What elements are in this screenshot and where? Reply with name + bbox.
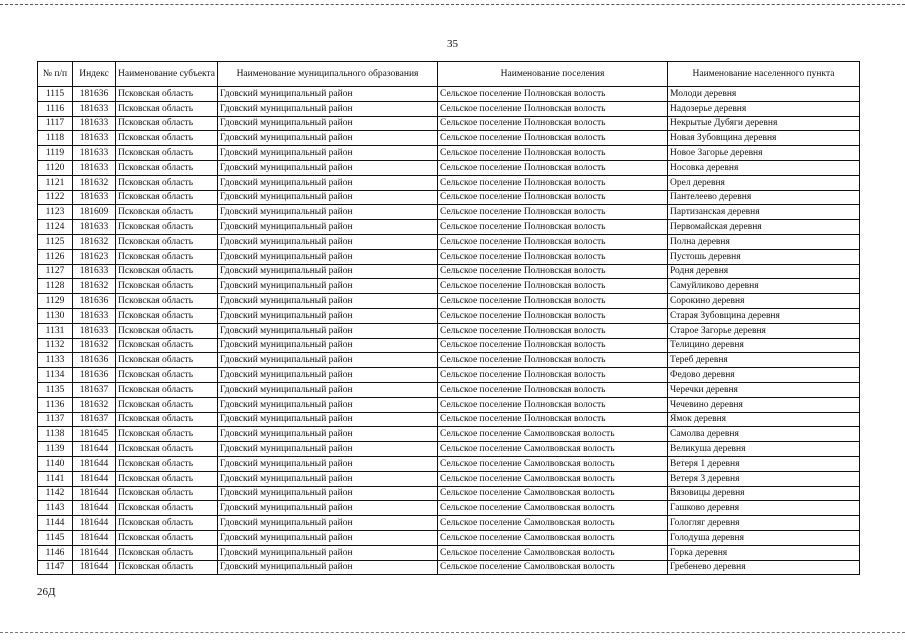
cell-subject: Псковская область: [116, 442, 218, 457]
cell-locality: Партизанская деревня: [668, 205, 860, 220]
table-row: [38, 471, 860, 486]
cell-locality: Гологляг деревня: [668, 516, 860, 531]
cell-num: 1141: [38, 471, 73, 486]
settlement-register-table: [37, 61, 860, 575]
cell-locality: Самолва деревня: [668, 427, 860, 442]
cell-settlement: Сельское поселение Полновская волость: [438, 249, 668, 264]
table-row: [38, 220, 860, 235]
table-row: [38, 382, 860, 397]
cell-locality: Орел деревня: [668, 175, 860, 190]
cell-settlement: Сельское поселение Полновская волость: [438, 382, 668, 397]
cell-locality: Пантелеево деревня: [668, 190, 860, 205]
cell-num: 1140: [38, 456, 73, 471]
table-row: [38, 456, 860, 471]
cell-locality: Пустошь деревня: [668, 249, 860, 264]
cell-settlement: Сельское поселение Полновская волость: [438, 294, 668, 309]
cell-settlement: Сельское поселение Полновская волость: [438, 116, 668, 131]
cell-index: 181644: [73, 560, 116, 575]
cell-locality: Голодуша деревня: [668, 530, 860, 545]
footer-code: 26Д: [37, 586, 56, 598]
cell-subject: Псковская область: [116, 501, 218, 516]
cell-municipality: Гдовский муниципальный район: [218, 101, 438, 116]
cell-subject: Псковская область: [116, 323, 218, 338]
cell-settlement: Сельское поселение Полновская волость: [438, 234, 668, 249]
cell-subject: Псковская область: [116, 308, 218, 323]
cell-index: 181633: [73, 146, 116, 161]
cell-subject: Псковская область: [116, 190, 218, 205]
cell-subject: Псковская область: [116, 516, 218, 531]
cell-subject: Псковская область: [116, 427, 218, 442]
table-row: [38, 249, 860, 264]
table-row: [38, 234, 860, 249]
table-row: [38, 368, 860, 383]
cell-settlement: Сельское поселение Полновская волость: [438, 338, 668, 353]
cell-locality: Ямок деревня: [668, 412, 860, 427]
cell-index: 181633: [73, 160, 116, 175]
cell-municipality: Гдовский муниципальный район: [218, 560, 438, 575]
table-row: [38, 338, 860, 353]
cell-num: 1118: [38, 131, 73, 146]
cell-locality: Горка деревня: [668, 545, 860, 560]
cell-settlement: Сельское поселение Полновская волость: [438, 412, 668, 427]
cell-settlement: Сельское поселение Полновская волость: [438, 353, 668, 368]
cell-settlement: Сельское поселение Полновская волость: [438, 131, 668, 146]
cell-index: 181633: [73, 116, 116, 131]
cell-settlement: Сельское поселение Самолвовская волость: [438, 442, 668, 457]
cell-locality: Старая Зубовщина деревня: [668, 308, 860, 323]
table-row: [38, 190, 860, 205]
cell-num: 1116: [38, 101, 73, 116]
cell-municipality: Гдовский муниципальный район: [218, 338, 438, 353]
cell-num: 1133: [38, 353, 73, 368]
cell-index: 181636: [73, 294, 116, 309]
cell-settlement: Сельское поселение Самолвовская волость: [438, 560, 668, 575]
cell-num: 1134: [38, 368, 73, 383]
cell-num: 1124: [38, 220, 73, 235]
cell-subject: Псковская область: [116, 175, 218, 190]
cell-subject: Псковская область: [116, 456, 218, 471]
header-locality: Наименование населенного пункта: [668, 62, 860, 87]
cell-index: 181637: [73, 412, 116, 427]
cell-num: 1139: [38, 442, 73, 457]
cell-locality: Новое Загорье деревня: [668, 146, 860, 161]
cell-locality: Тереб деревня: [668, 353, 860, 368]
cell-subject: Псковская область: [116, 353, 218, 368]
cell-locality: Великуша деревня: [668, 442, 860, 457]
cell-municipality: Гдовский муниципальный район: [218, 530, 438, 545]
table-row: [38, 323, 860, 338]
scan-edge-bottom: [0, 632, 905, 633]
cell-settlement: Сельское поселение Самолвовская волость: [438, 486, 668, 501]
cell-municipality: Гдовский муниципальный район: [218, 87, 438, 102]
cell-municipality: Гдовский муниципальный район: [218, 308, 438, 323]
table-row: [38, 530, 860, 545]
cell-settlement: Сельское поселение Полновская волость: [438, 220, 668, 235]
cell-index: 181633: [73, 101, 116, 116]
table-row: [38, 545, 860, 560]
table-row: [38, 427, 860, 442]
cell-municipality: Гдовский муниципальный район: [218, 545, 438, 560]
cell-locality: Старое Загорье деревня: [668, 323, 860, 338]
cell-num: 1147: [38, 560, 73, 575]
table-row: [38, 294, 860, 309]
cell-municipality: Гдовский муниципальный район: [218, 442, 438, 457]
cell-subject: Псковская область: [116, 368, 218, 383]
cell-index: 181623: [73, 249, 116, 264]
table-header-row: [38, 62, 860, 87]
cell-settlement: Сельское поселение Полновская волость: [438, 323, 668, 338]
header-settlement: Наименование поселения: [438, 62, 668, 87]
table-row: [38, 264, 860, 279]
cell-num: 1121: [38, 175, 73, 190]
table-row: [38, 146, 860, 161]
cell-municipality: Гдовский муниципальный район: [218, 220, 438, 235]
cell-index: 181644: [73, 486, 116, 501]
cell-subject: Псковская область: [116, 220, 218, 235]
cell-subject: Псковская область: [116, 101, 218, 116]
header-municipality: Наименование муниципального образования: [218, 62, 438, 87]
table-row: [38, 442, 860, 457]
cell-num: 1132: [38, 338, 73, 353]
cell-subject: Псковская область: [116, 471, 218, 486]
cell-locality: Телицино деревня: [668, 338, 860, 353]
cell-settlement: Сельское поселение Самолвовская волость: [438, 501, 668, 516]
cell-municipality: Гдовский муниципальный район: [218, 249, 438, 264]
cell-settlement: Сельское поселение Полновская волость: [438, 101, 668, 116]
table-row: [38, 175, 860, 190]
table-row: [38, 205, 860, 220]
cell-locality: Вязовицы деревня: [668, 486, 860, 501]
cell-index: 181644: [73, 545, 116, 560]
cell-index: 181632: [73, 279, 116, 294]
table-row: [38, 353, 860, 368]
cell-settlement: Сельское поселение Самолвовская волость: [438, 516, 668, 531]
cell-subject: Псковская область: [116, 294, 218, 309]
cell-locality: Федово деревня: [668, 368, 860, 383]
table-row: [38, 560, 860, 575]
cell-municipality: Гдовский муниципальный район: [218, 264, 438, 279]
cell-index: 181633: [73, 323, 116, 338]
cell-num: 1120: [38, 160, 73, 175]
cell-locality: Полна деревня: [668, 234, 860, 249]
cell-subject: Псковская область: [116, 234, 218, 249]
cell-municipality: Гдовский муниципальный район: [218, 279, 438, 294]
cell-locality: Ветеря 3 деревня: [668, 471, 860, 486]
cell-municipality: Гдовский муниципальный район: [218, 205, 438, 220]
table-row: [38, 131, 860, 146]
cell-locality: Надозерье деревня: [668, 101, 860, 116]
cell-num: 1117: [38, 116, 73, 131]
cell-municipality: Гдовский муниципальный район: [218, 146, 438, 161]
cell-settlement: Сельское поселение Полновская волость: [438, 175, 668, 190]
cell-num: 1115: [38, 87, 73, 102]
cell-index: 181632: [73, 234, 116, 249]
cell-index: 181644: [73, 516, 116, 531]
cell-locality: Носовка деревня: [668, 160, 860, 175]
cell-index: 181645: [73, 427, 116, 442]
cell-index: 181644: [73, 530, 116, 545]
cell-subject: Псковская область: [116, 87, 218, 102]
cell-index: 181644: [73, 471, 116, 486]
cell-locality: Молоди деревня: [668, 87, 860, 102]
cell-num: 1128: [38, 279, 73, 294]
cell-subject: Псковская область: [116, 160, 218, 175]
cell-index: 181632: [73, 338, 116, 353]
cell-locality: Родня деревня: [668, 264, 860, 279]
cell-municipality: Гдовский муниципальный район: [218, 427, 438, 442]
cell-num: 1123: [38, 205, 73, 220]
cell-subject: Псковская область: [116, 545, 218, 560]
cell-municipality: Гдовский муниципальный район: [218, 294, 438, 309]
cell-locality: Некрытые Дубяги деревня: [668, 116, 860, 131]
cell-municipality: Гдовский муниципальный район: [218, 412, 438, 427]
cell-index: 181644: [73, 442, 116, 457]
table-row: [38, 501, 860, 516]
cell-municipality: Гдовский муниципальный район: [218, 397, 438, 412]
cell-locality: Черечки деревня: [668, 382, 860, 397]
table-row: [38, 160, 860, 175]
cell-locality: Самуйликово деревня: [668, 279, 860, 294]
cell-num: 1126: [38, 249, 73, 264]
cell-index: 181644: [73, 501, 116, 516]
cell-municipality: Гдовский муниципальный район: [218, 116, 438, 131]
cell-num: 1125: [38, 234, 73, 249]
table-row: [38, 516, 860, 531]
header-index: Индекс: [73, 62, 116, 87]
cell-subject: Псковская область: [116, 146, 218, 161]
cell-num: 1119: [38, 146, 73, 161]
cell-subject: Псковская область: [116, 249, 218, 264]
cell-settlement: Сельское поселение Самолвовская волость: [438, 427, 668, 442]
cell-settlement: Сельское поселение Полновская волость: [438, 87, 668, 102]
cell-municipality: Гдовский муниципальный район: [218, 368, 438, 383]
cell-settlement: Сельское поселение Самолвовская волость: [438, 456, 668, 471]
cell-num: 1137: [38, 412, 73, 427]
cell-subject: Псковская область: [116, 560, 218, 575]
cell-municipality: Гдовский муниципальный район: [218, 471, 438, 486]
cell-subject: Псковская область: [116, 382, 218, 397]
cell-locality: Ветеря 1 деревня: [668, 456, 860, 471]
cell-municipality: Гдовский муниципальный район: [218, 382, 438, 397]
table-body: [38, 87, 860, 575]
cell-subject: Псковская область: [116, 397, 218, 412]
cell-municipality: Гдовский муниципальный район: [218, 323, 438, 338]
cell-num: 1145: [38, 530, 73, 545]
cell-num: 1136: [38, 397, 73, 412]
table-row: [38, 116, 860, 131]
cell-municipality: Гдовский муниципальный район: [218, 190, 438, 205]
cell-index: 181632: [73, 397, 116, 412]
cell-settlement: Сельское поселение Самолвовская волость: [438, 545, 668, 560]
cell-index: 181632: [73, 175, 116, 190]
table-row: [38, 308, 860, 323]
cell-subject: Псковская область: [116, 205, 218, 220]
cell-locality: Гашково деревня: [668, 501, 860, 516]
page-number: 35: [447, 38, 458, 50]
cell-locality: Гребенево деревня: [668, 560, 860, 575]
cell-locality: Первомайская деревня: [668, 220, 860, 235]
cell-num: 1122: [38, 190, 73, 205]
cell-subject: Псковская область: [116, 338, 218, 353]
cell-num: 1135: [38, 382, 73, 397]
cell-municipality: Гдовский муниципальный район: [218, 160, 438, 175]
cell-num: 1146: [38, 545, 73, 560]
cell-settlement: Сельское поселение Полновская волость: [438, 146, 668, 161]
cell-index: 181633: [73, 308, 116, 323]
cell-num: 1129: [38, 294, 73, 309]
cell-settlement: Сельское поселение Полновская волость: [438, 368, 668, 383]
table-row: [38, 412, 860, 427]
cell-settlement: Сельское поселение Полновская волость: [438, 160, 668, 175]
table-row: [38, 279, 860, 294]
cell-index: 181636: [73, 87, 116, 102]
cell-subject: Псковская область: [116, 530, 218, 545]
cell-settlement: Сельское поселение Полновская волость: [438, 397, 668, 412]
cell-index: 181633: [73, 220, 116, 235]
scan-edge-top: [0, 4, 905, 5]
cell-municipality: Гдовский муниципальный район: [218, 175, 438, 190]
cell-num: 1138: [38, 427, 73, 442]
table-row: [38, 87, 860, 102]
cell-subject: Псковская область: [116, 279, 218, 294]
cell-locality: Сорокино деревня: [668, 294, 860, 309]
cell-num: 1130: [38, 308, 73, 323]
cell-index: 181633: [73, 190, 116, 205]
cell-settlement: Сельское поселение Полновская волость: [438, 190, 668, 205]
cell-num: 1144: [38, 516, 73, 531]
cell-municipality: Гдовский муниципальный район: [218, 501, 438, 516]
cell-municipality: Гдовский муниципальный район: [218, 234, 438, 249]
cell-index: 181644: [73, 456, 116, 471]
cell-num: 1143: [38, 501, 73, 516]
cell-subject: Псковская область: [116, 116, 218, 131]
cell-municipality: Гдовский муниципальный район: [218, 456, 438, 471]
table-row: [38, 101, 860, 116]
cell-locality: Чечевино деревня: [668, 397, 860, 412]
cell-municipality: Гдовский муниципальный район: [218, 516, 438, 531]
table-row: [38, 397, 860, 412]
cell-settlement: Сельское поселение Самолвовская волость: [438, 471, 668, 486]
cell-num: 1142: [38, 486, 73, 501]
cell-index: 181637: [73, 382, 116, 397]
header-subject: Наименование субъекта: [116, 62, 218, 87]
cell-index: 181609: [73, 205, 116, 220]
cell-index: 181636: [73, 353, 116, 368]
cell-index: 181636: [73, 368, 116, 383]
cell-settlement: Сельское поселение Полновская волость: [438, 279, 668, 294]
cell-subject: Псковская область: [116, 131, 218, 146]
cell-index: 181633: [73, 264, 116, 279]
cell-num: 1131: [38, 323, 73, 338]
cell-settlement: Сельское поселение Полновская волость: [438, 308, 668, 323]
cell-settlement: Сельское поселение Самолвовская волость: [438, 530, 668, 545]
cell-municipality: Гдовский муниципальный район: [218, 353, 438, 368]
cell-subject: Псковская область: [116, 264, 218, 279]
cell-subject: Псковская область: [116, 412, 218, 427]
cell-municipality: Гдовский муниципальный район: [218, 486, 438, 501]
cell-settlement: Сельское поселение Полновская волость: [438, 264, 668, 279]
cell-settlement: Сельское поселение Полновская волость: [438, 205, 668, 220]
cell-num: 1127: [38, 264, 73, 279]
header-num: № п/п: [38, 62, 73, 87]
cell-subject: Псковская область: [116, 486, 218, 501]
table-row: [38, 486, 860, 501]
cell-municipality: Гдовский муниципальный район: [218, 131, 438, 146]
cell-locality: Новая Зубовщина деревня: [668, 131, 860, 146]
cell-index: 181633: [73, 131, 116, 146]
